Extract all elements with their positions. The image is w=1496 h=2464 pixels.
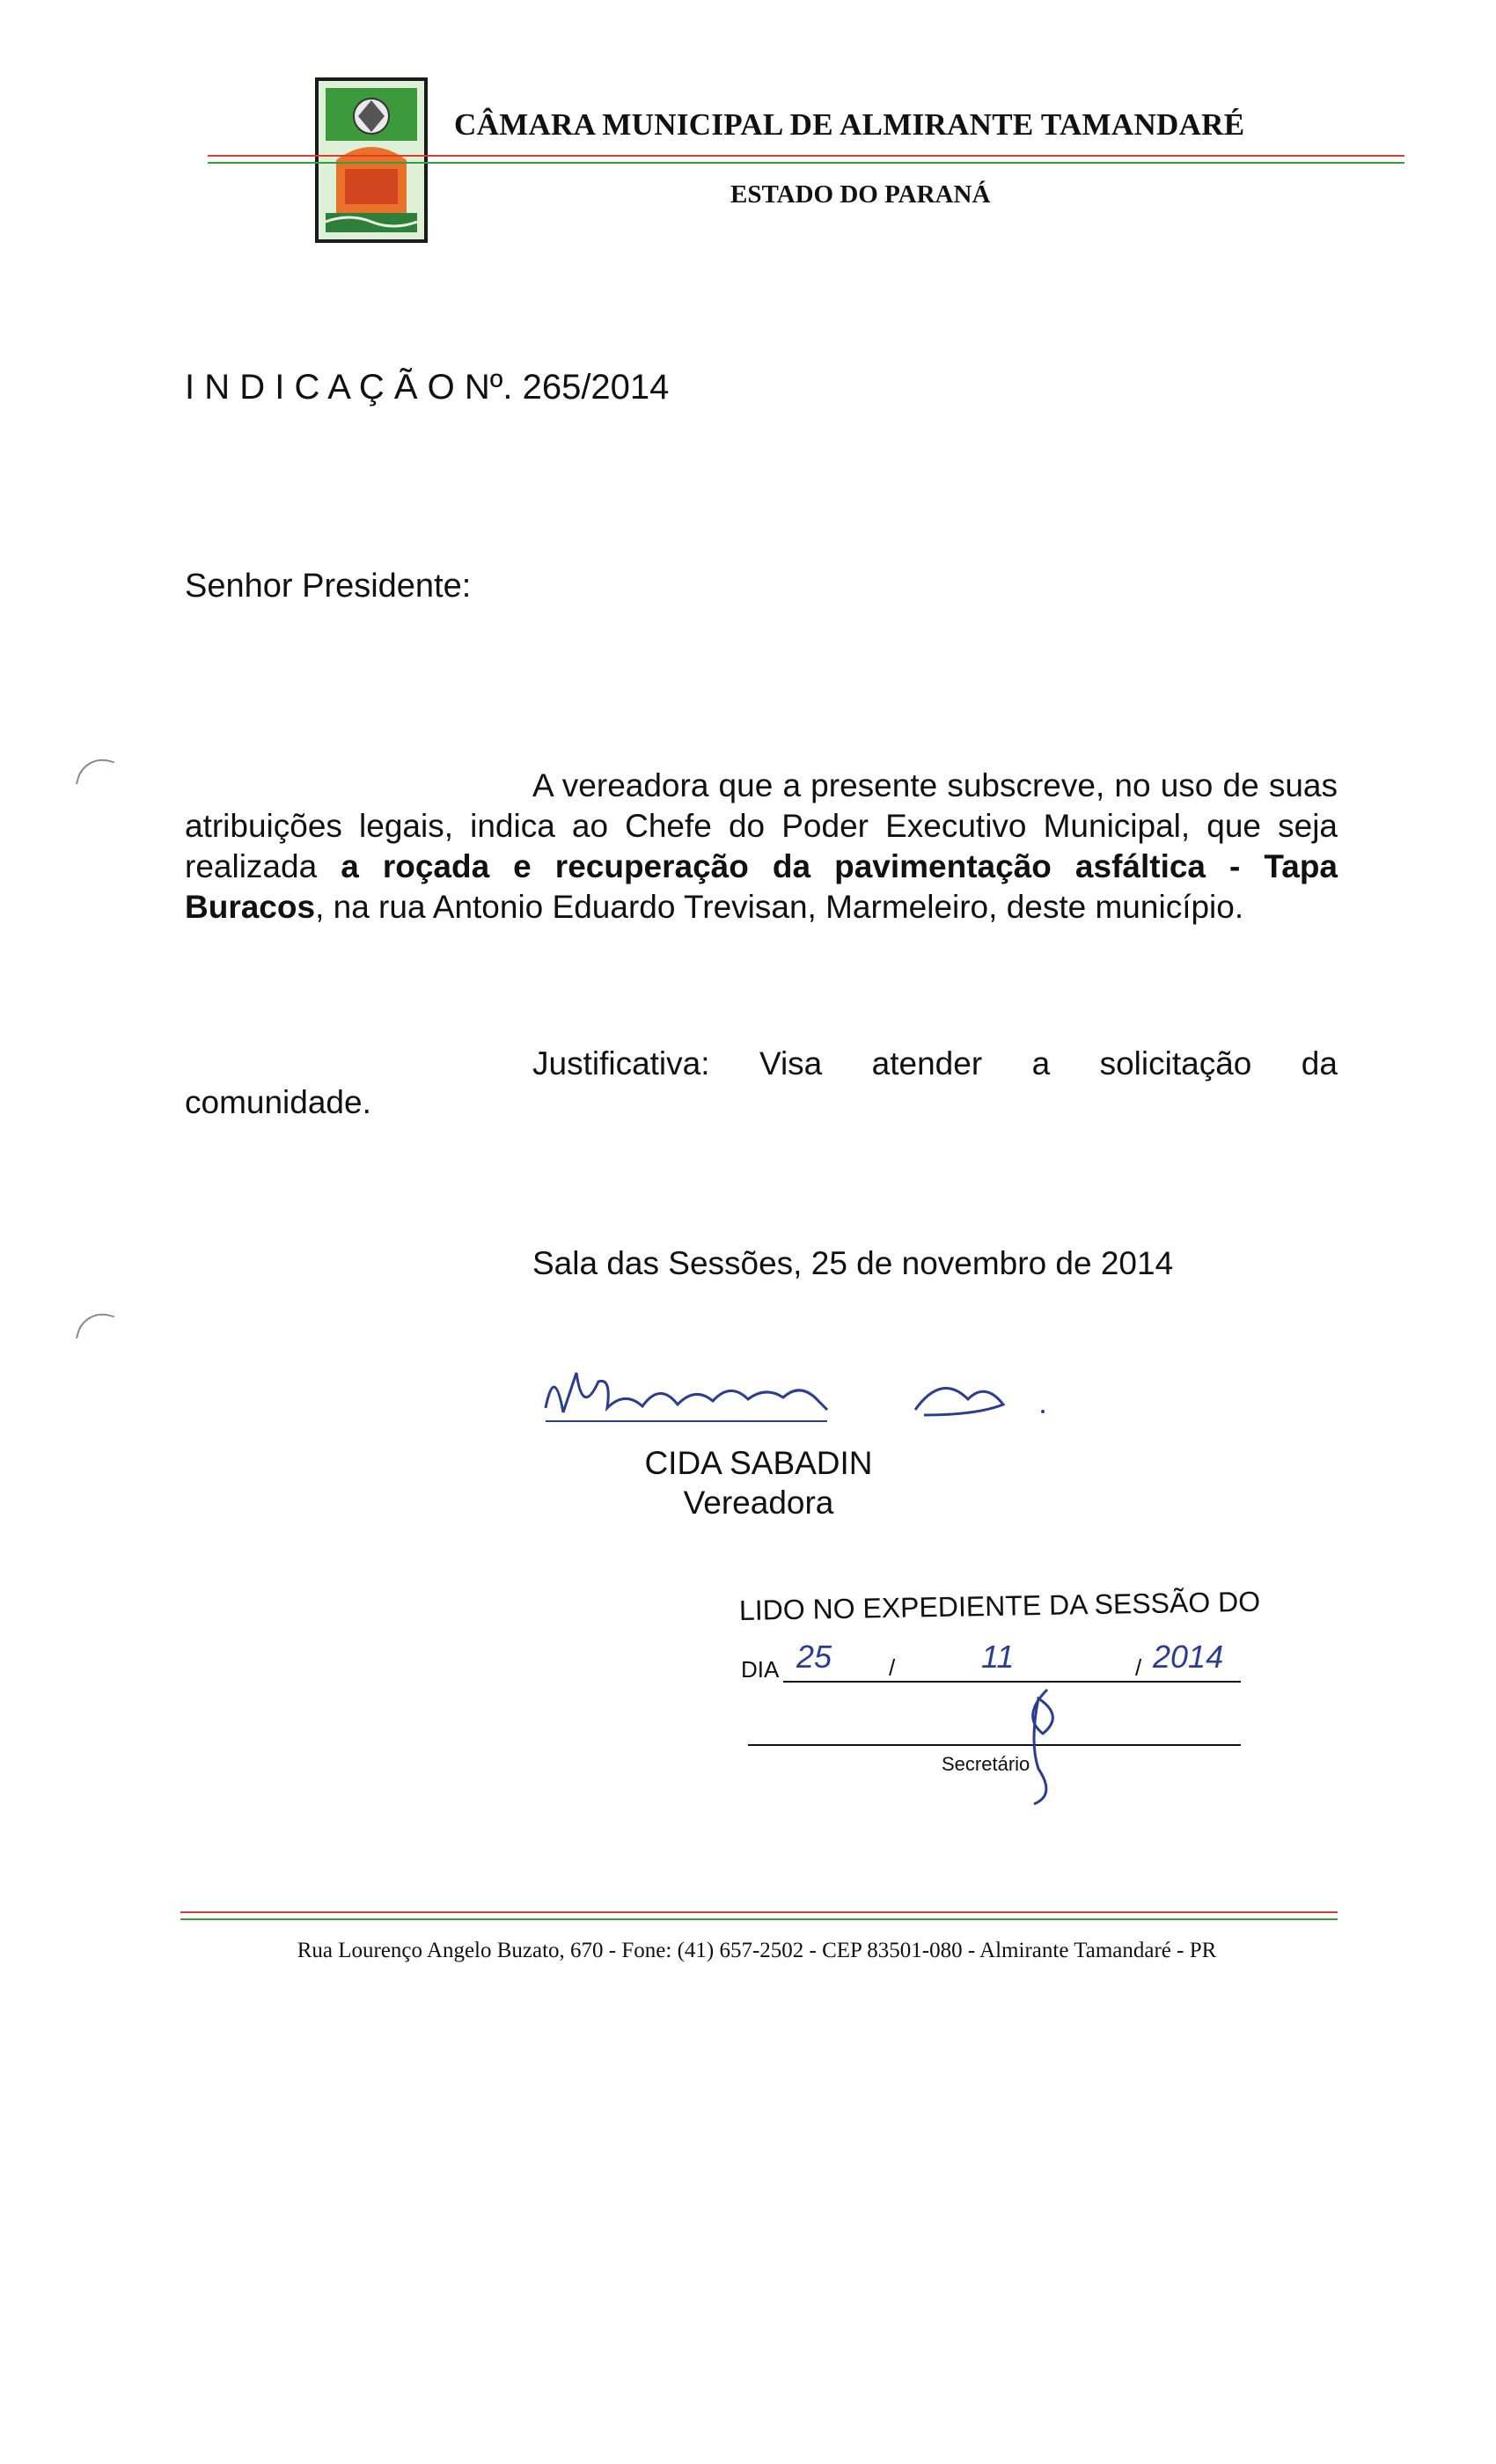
stamp-day: 25: [796, 1639, 832, 1675]
header-rule-green: [208, 162, 1404, 164]
justification-word: da: [1301, 1045, 1338, 1082]
stamp-month: 11: [981, 1639, 1015, 1675]
organization-state: ESTADO DO PARANÁ: [730, 180, 991, 209]
footer-rule-green: [180, 1918, 1338, 1920]
margin-punch-mark: [76, 1308, 114, 1346]
salutation: Senhor Presidente:: [185, 568, 472, 605]
justification-line: [532, 1045, 1338, 1082]
body-paragraph: [185, 766, 1338, 928]
secretary-signature: [1012, 1681, 1082, 1817]
stamp-year: 2014: [1153, 1639, 1224, 1675]
justification-word: solicitação: [1099, 1045, 1252, 1082]
body-text-part1: A vereadora que a presente subscreve, no uso de suas atribuições legais, indica ao Chefe do Poder Executivo Municipal, que seja realizada: [185, 767, 1338, 884]
body-text-bold: a roçada e recuperação da pavimentação asfáltica - Tapa Buracos: [185, 848, 1338, 925]
signer-name: CIDA SABADIN: [644, 1445, 873, 1481]
justification-word: a: [1031, 1045, 1051, 1082]
handwritten-signature: [528, 1346, 1091, 1448]
margin-punch-mark: [76, 753, 114, 792]
municipal-coat-of-arms-logo: [315, 77, 428, 243]
footer-rule-red: [180, 1911, 1338, 1913]
stamp-dia-label: DIA: [741, 1656, 780, 1683]
justification-word: Justificativa:: [532, 1045, 710, 1082]
document-title: I N D I C A Ç Ã O Nº. 265/2014: [185, 368, 670, 407]
place-and-date: Sala das Sessões, 25 de novembro de 2014: [532, 1245, 1174, 1281]
stamp-secretary-line: [748, 1744, 1241, 1746]
stamp-separator: /: [1135, 1654, 1142, 1681]
justification-word: atender: [871, 1045, 983, 1082]
header-rule-red: [208, 155, 1404, 157]
body-text-part2: , na rua Antonio Eduardo Trevisan, Marmeleiro, deste município.: [315, 889, 1244, 925]
footer-address: Rua Lourenço Angelo Buzato, 670 - Fone: (41) 657-2502 - CEP 83501-080 - Almirante Tamandaré - PR: [297, 1939, 1217, 1962]
organization-name: CÂMARA MUNICIPAL DE ALMIRANTE TAMANDARÉ: [454, 107, 1245, 142]
stamp-title: LIDO NO EXPEDIENTE DA SESSÃO DO: [738, 1585, 1261, 1626]
justification-end: comunidade.: [185, 1084, 371, 1120]
justification-word: Visa: [759, 1045, 823, 1082]
stamp-secretary-label: Secretário: [942, 1753, 1030, 1775]
signer-role: Vereadora: [683, 1485, 834, 1521]
stamp-separator: /: [889, 1654, 896, 1681]
